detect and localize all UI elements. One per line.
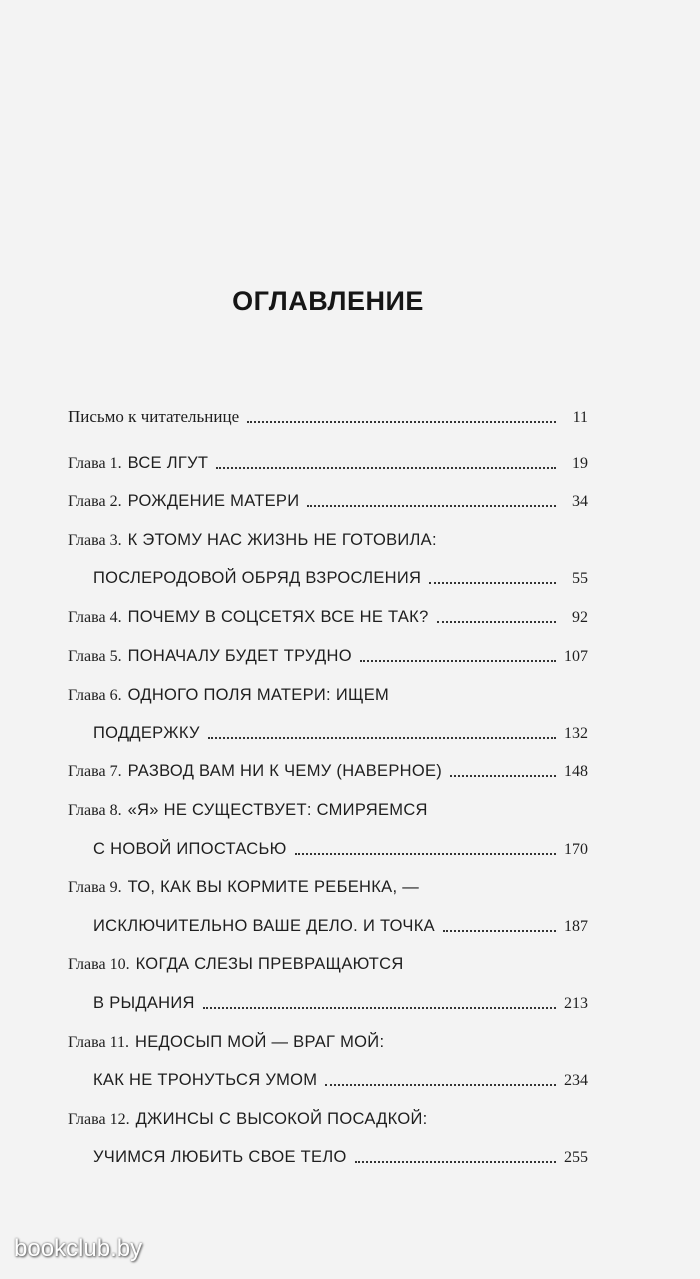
chapter-title: РАЗВОД ВАМ НИ К ЧЕМУ (НАВЕРНОЕ) [127,762,443,780]
page-number: 92 [572,609,588,626]
chapter-title: РОЖДЕНИЕ МАТЕРИ [127,492,300,510]
chapter-number: Глава 12. [68,1111,130,1128]
chapter-number: Глава 10. [68,956,130,973]
leader-dots [203,1006,556,1009]
leader-dots [437,620,556,623]
chapter-number: Глава 11. [68,1034,129,1051]
chapter-title: К ЭТОМУ НАС ЖИЗНЬ НЕ ГОТОВИЛА: [127,531,437,549]
toc-line [93,1067,588,1093]
page-number: 148 [564,763,588,780]
toc-line [68,450,588,476]
leader-dots [450,774,556,777]
chapter-title: ПОСЛЕРОДОВОЙ ОБРЯД ВЗРОСЛЕНИЯ [93,569,422,587]
chapter-title: ТО, КАК ВЫ КОРМИТЕ РЕБЕНКА, — [127,878,420,896]
page-number: 11 [572,409,588,426]
toc-line [93,720,588,746]
page-title: ОГЛАВЛЕНИЕ [232,286,424,316]
chapter-title: В РЫДАНИЯ [93,994,195,1012]
toc-line [68,951,588,977]
leader-dots [295,852,556,855]
chapter-title: ВСЕ ЛГУТ [127,454,209,472]
page-number: 34 [572,493,588,510]
chapter-title: Письмо к читательнице [68,407,240,426]
leader-dots [429,581,556,584]
chapter-number: Глава 7. [68,763,122,780]
chapter-title: ДЖИНСЫ С ВЫСОКОЙ ПОСАДКОЙ: [135,1110,428,1128]
page-number: 255 [564,1149,588,1166]
chapter-number: Глава 8. [68,802,122,819]
toc-line [68,682,588,708]
leader-dots [208,736,556,739]
leader-dots [247,420,556,423]
toc-line [93,913,588,939]
chapter-title: ОДНОГО ПОЛЯ МАТЕРИ: ИЩЕМ [127,686,390,704]
chapter-title: «Я» НЕ СУЩЕСТВУЕТ: СМИРЯЕМСЯ [127,801,428,819]
page-number: 107 [564,648,588,665]
chapter-title: ПОНАЧАЛУ БУДЕТ ТРУДНО [127,647,352,665]
toc-line [93,990,588,1016]
page-number: 19 [572,455,588,472]
toc-line [68,874,588,900]
toc-line [68,758,588,784]
chapter-number: Глава 4. [68,609,122,626]
chapter-number: Глава 6. [68,687,122,704]
page-number: 170 [564,841,588,858]
toc-line [93,1144,588,1170]
toc-line [93,836,588,862]
chapter-number: Глава 1. [68,455,122,472]
toc-line [68,604,588,630]
toc-line [68,488,588,514]
page-number: 55 [572,570,588,587]
leader-dots [325,1083,556,1086]
site-watermark: bookclub.by [14,1235,143,1262]
chapter-title: УЧИМСЯ ЛЮБИТЬ СВОЕ ТЕЛО [93,1148,347,1166]
toc-line [68,1106,588,1132]
page-number: 234 [564,1072,588,1089]
chapter-title: С НОВОЙ ИПОСТАСЬЮ [93,840,287,858]
toc-line [68,643,588,669]
leader-dots [307,504,556,507]
leader-dots [355,1160,556,1163]
chapter-title: ИСКЛЮЧИТЕЛЬНО ВАШЕ ДЕЛО. И ТОЧКА [93,917,435,935]
page-number: 187 [564,918,588,935]
page-number: 213 [564,995,588,1012]
chapter-number: Глава 9. [68,879,122,896]
chapter-number: Глава 2. [68,493,122,510]
chapter-title: ПОДДЕРЖКУ [93,724,200,742]
chapter-title: ПОЧЕМУ В СОЦСЕТЯХ ВСЕ НЕ ТАК? [127,608,429,626]
page-number: 132 [564,725,588,742]
toc-line [68,404,588,430]
table-of-contents [68,0,588,1279]
toc-line [68,797,588,823]
chapter-number: Глава 3. [68,532,122,549]
leader-dots [360,659,556,662]
chapter-title: КАК НЕ ТРОНУТЬСЯ УМОМ [93,1071,318,1089]
leader-dots [443,929,556,932]
chapter-title: КОГДА СЛЕЗЫ ПРЕВРАЩАЮТСЯ [135,955,404,973]
chapter-number: Глава 5. [68,648,122,665]
toc-line [93,565,588,591]
toc-line [68,1029,588,1055]
toc-line [68,527,588,553]
leader-dots [216,466,556,469]
chapter-title: НЕДОСЫП МОЙ — ВРАГ МОЙ: [134,1033,385,1051]
